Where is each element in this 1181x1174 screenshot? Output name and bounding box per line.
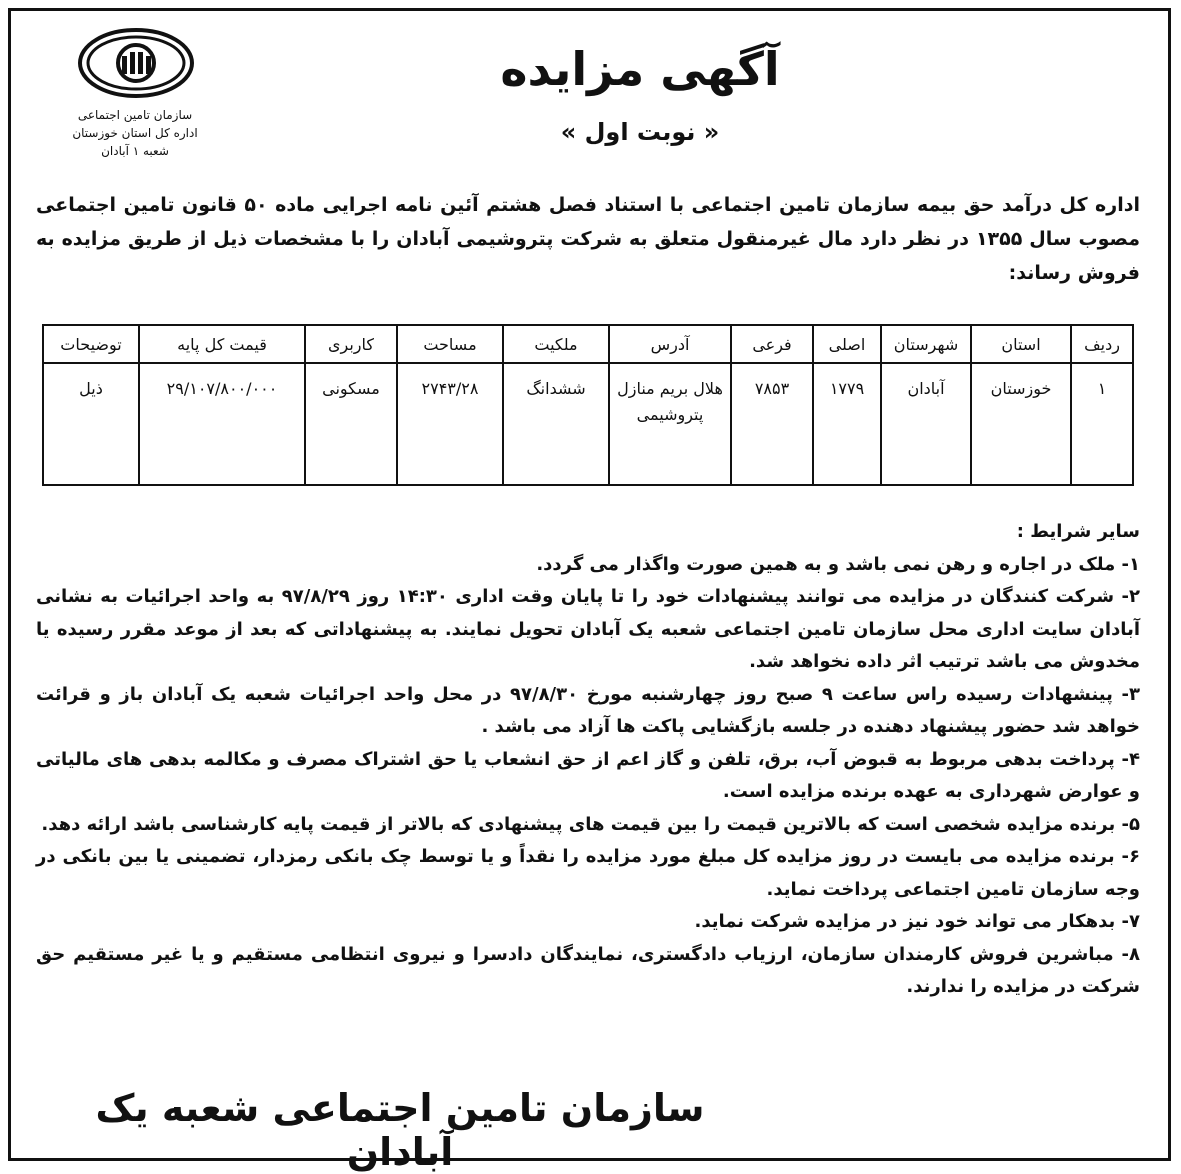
table-cell: آبادان bbox=[881, 363, 971, 485]
table-cell: هلال بریم منازل پتروشیمی bbox=[609, 363, 731, 485]
condition-item: ۸- مباشرین فروش کارمندان سازمان، ارزیاب دادگستری، نمایندگان دادسرا و نیروی انتظامی مستقیم و یا غیر مستقیم حق شرکت در مزایده را ندارند. bbox=[36, 943, 1140, 997]
table-cell: ۲۹/۱۰۷/۸۰۰/۰۰۰ bbox=[139, 363, 305, 485]
footer-signature: سازمان تامین اجتماعی شعبه یک آبادان bbox=[95, 1086, 705, 1174]
column-header: شهرستان bbox=[881, 325, 971, 363]
table-cell: ششدانگ bbox=[503, 363, 609, 485]
condition-item: ۱- ملک در اجاره و رهن نمی باشد و به همین صورت واگذار می گردد. bbox=[536, 553, 1140, 575]
org-line: اداره کل استان خوزستان bbox=[72, 126, 198, 140]
column-header: توضیحات bbox=[43, 325, 139, 363]
condition-item: ۷- بدهکار می تواند خود نیز در مزایده شرکت نماید. bbox=[694, 911, 1140, 932]
page-title: آگهی مزایده bbox=[500, 42, 780, 96]
column-header: کاربری bbox=[305, 325, 397, 363]
table-cell: ۱۷۷۹ bbox=[813, 363, 881, 485]
column-header: اصلی bbox=[813, 325, 881, 363]
table-cell: مسکونی bbox=[305, 363, 397, 485]
table-row bbox=[43, 363, 1133, 485]
organization-logo-icon bbox=[78, 28, 194, 98]
column-header: فرعی bbox=[731, 325, 813, 363]
table-cell: ذیل bbox=[43, 363, 139, 485]
table-cell: ۲۷۴۳/۲۸ bbox=[397, 363, 503, 485]
column-header: آدرس bbox=[609, 325, 731, 363]
column-header: استان bbox=[971, 325, 1071, 363]
page-subtitle: « نوبت اول » bbox=[560, 118, 720, 146]
property-table bbox=[42, 324, 1134, 486]
intro-paragraph: اداره کل درآمد حق بیمه سازمان تامین اجتماعی با استناد فصل هشتم آئین نامه اجرایی ماده ۵۰ قانون تامین اجتماعی مصوب سال ۱۳۵۵ در نظر دارد مال غیرمنقول متعلق به شرکت پتروشیمی آبادان را با مشخصات ذیل از طریق مزایده به فروش رساند: bbox=[36, 194, 1140, 284]
table-cell: ۱ bbox=[1071, 363, 1133, 485]
column-header: ردیف bbox=[1071, 325, 1133, 363]
conditions-section bbox=[36, 516, 1140, 1004]
table-cell: خوزستان bbox=[971, 363, 1071, 485]
condition-item: ۶- برنده مزایده می بایست در روز مزایده کل مبلغ مورد مزایده را نقداً و یا توسط چک بانکی رمزدار، تضمینی یا بین بانکی در وجه سازمان تامین اجتماعی پرداخت نماید. bbox=[36, 846, 1140, 900]
column-header: مساحت bbox=[397, 325, 503, 363]
condition-item: ۴- پرداخت بدهی مربوط به قبوض آب، برق، تلفن و گاز اعم از حق انشعاب یا حق اشتراک مصرف و مکالمه بدهی های مالیاتی و عوارض شهرداری به عهده برنده مزایده است. bbox=[36, 748, 1140, 802]
org-line: شعبه ۱ آبادان bbox=[101, 144, 169, 158]
table-cell: ۷۸۵۳ bbox=[731, 363, 813, 485]
conditions-heading: سایر شرایط : bbox=[1016, 521, 1140, 542]
condition-item: ۳- پینشهادات رسیده راس ساعت ۹ صبح روز چهارشنبه مورخ ۹۷/۸/۳۰ در محل واحد اجرائیات شعبه یک آبادان باز و قرائت خواهد شد حضور پیشنهاد دهنده در جلسه بازگشایی پاکت ها آزاد می باشد . bbox=[36, 683, 1141, 737]
condition-item: ۲- شرکت کنندگان در مزایده می توانند پیشنهادات خود را تا پایان وقت اداری ۱۴:۳۰ روز ۹۷/۸/۲۹ به واحد اجرائیات به نشانی آبادان سایت اداری محل سازمان تامین اجتماعی شعبه یک آبادان تحویل نمایند. به پیشنهاداتی که بعد از موعد مقرر رسیده یا مخدوش می باشد ترتیب اثر داده نخواهد شد. bbox=[36, 586, 1140, 672]
table-header-row bbox=[43, 325, 1133, 363]
organization-name bbox=[40, 106, 230, 160]
condition-item: ۵- برنده مزایده شخصی است که بالاترین قیمت را بین قیمت های پیشنهادی که بالاتر از قیمت پایه کارشناسی باشد ارائه دهد. bbox=[41, 813, 1140, 835]
column-header: قیمت کل پایه bbox=[139, 325, 305, 363]
org-line: سازمان تامین اجتماعی bbox=[77, 108, 193, 122]
column-header: ملکیت bbox=[503, 325, 609, 363]
